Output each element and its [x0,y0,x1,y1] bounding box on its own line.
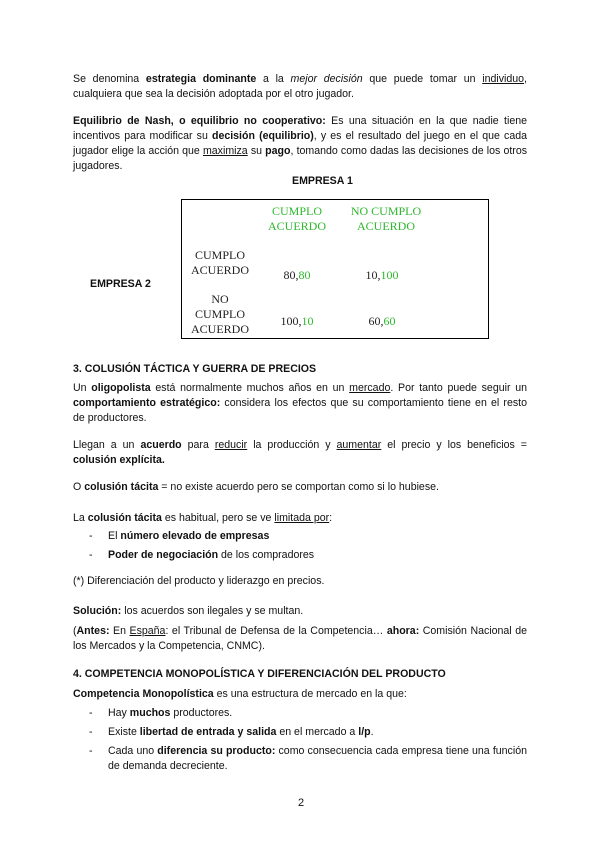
paragraph-dominant-strategy: Se denomina estrategia dominante a la mejor decisión que puede tomar un individuo, cualquiera que sea la decisión adoptada por el otro jugador. [73,73,527,100]
section-3-paragraph-note: (*) Diferenciación del producto y liderazgo en precios. [73,575,325,587]
payoff-matrix [181,199,489,339]
matrix-label-empresa2: EMPRESA 2 [90,278,151,290]
matrix-cell-r1c2: 10,100 [365,268,399,282]
section-3-heading: 3. COLUSIÓN TÁCTICA Y GUERRA DE PRECIOS [73,363,317,375]
section-4-characteristics-list [73,706,527,774]
matrix-col-header-cumplo: CUMPLO ACUERDO [267,204,326,233]
section-3-paragraph-acuerdo: Llegan a un acuerdo para reducir la producción y aumentar el precio y los beneficios = colusión explícita. [73,439,527,466]
matrix-cell-r2c2: 60,60 [368,314,396,328]
matrix-col-header-no-cumplo: NO CUMPLO ACUERDO [350,204,422,233]
section-4-paragraph-intro: Competencia Monopolística es una estructura de mercado en la que: [73,688,407,700]
matrix-row-header-no-cumplo: NO CUMPLO ACUERDO [190,292,249,336]
section-3-paragraph-solucion: Solución: los acuerdos son ilegales y se multan. [73,605,304,617]
matrix-label-empresa1: EMPRESA 1 [292,175,353,187]
paragraph-nash-equilibrium: Equilibrio de Nash, o equilibrio no cooperativo: Es una situación en la que nadie tiene incentivos para modificar su decisión (equilibrio), y es el resultado del juego en el que cada jugador elige la acción que maximiza su pago, tomando como dadas las decisiones de los otros jugadores. [73,115,528,172]
section-4-heading: 4. COMPETENCIA MONOPOLÍSTICA Y DIFERENCIACIÓN DEL PRODUCTO [73,668,446,680]
section-3-paragraph-limitada: La colusión tácita es habitual, pero se ve limitada por: [73,512,333,524]
list-item: - El número elevado de empresas [73,529,527,544]
section-3-paragraph-oligopolista: Un oligopolista está normalmente muchos años en un mercado. Por tanto puede seguir un comportamiento estratégico: considera los efectos que su comportamiento tiene en el resto de productores. [73,382,527,424]
list-item: - Cada uno diferencia su producto: como consecuencia cada empresa tiene una función de demanda decreciente. [73,744,527,774]
matrix-row-header-cumplo: CUMPLO ACUERDO [190,248,249,277]
section-3-paragraph-tacita: O colusión tácita = no existe acuerdo pero se comportan como si lo hubiese. [73,481,439,493]
section-3-limits-list [73,529,527,563]
matrix-cell-r2c1: 100,10 [280,314,314,328]
list-item: - Hay muchos productores. [73,706,527,721]
list-item: - Poder de negociación de los compradores [73,548,527,563]
section-3-paragraph-antes: (Antes: En España: el Tribunal de Defensa de la Competencia… ahora: Comisión Nacional de los Mercados y la Competencia, CNMC). [73,625,527,652]
page-number: 2 [298,797,305,809]
list-item: - Existe libertad de entrada y salida en el mercado a l/p. [73,725,527,740]
matrix-cell-r1c1: 80,80 [283,268,311,282]
